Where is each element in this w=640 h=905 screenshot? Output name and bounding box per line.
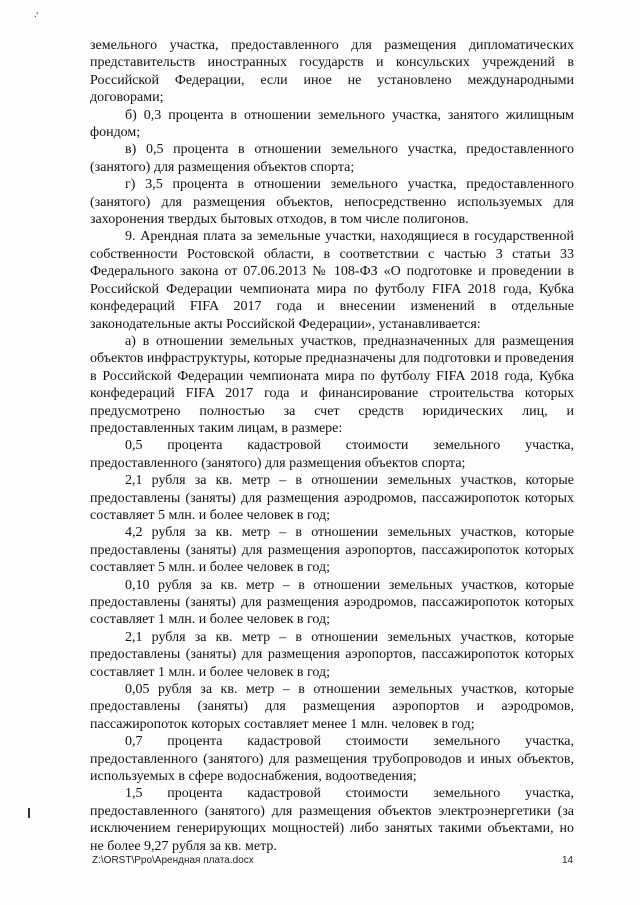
paragraph: г) 3,5 процента в отношении земельного участка, предоставленного (занятого) для размещения объектов, непосредственно используемых для захоронения твердых бытовых отходов, в том числе полигонов. [90,177,574,228]
paragraph: б) 0,3 процента в отношении земельного участка, занятого жилищным фондом; [90,107,574,141]
paragraph: земельного участка, предоставленного для размещения дипломатических представительств иностранных государств и консульских учреждений в Российской Федерации, если иное не установлено международными договорами; [90,38,574,106]
paragraph: 0,5 процента кадастровой стоимости земельного участка, предоставленного (занятого) для размещения объектов спорта; [90,438,574,471]
margin-mark [28,808,30,818]
paragraph: 0,05 рубля за кв. метр – в отношении земельных участков, которые предоставлены (заняты) для размещения аэропортов и аэродромов, пассажиропоток которых составляет менее 1 млн. человек в год; [90,682,574,732]
paragraph: а) в отношении земельных участков, предназначенных для размещения объектов инфраструктуры, которые предназначены для подготовки и проведения в Российской Федерации чемпионата мира по футболу FIFA 2018 года, Кубка конфедераций FIFA 2017 года и финансирование строительства которых предусмотрено полностью за счет средств юридических лиц, и предоставленных таким лицам, в размере: [90,333,574,436]
footer-file-path: Z:\ORST\Ppo\Арендная плата.docx [92,855,254,866]
paragraph: 0,10 рубля за кв. метр – в отношении земельных участков, которые предоставлены (заняты) для размещения аэродромов, пассажиропоток которых составляет 1 млн. и более человек в год; [90,577,574,628]
page-number: 14 [562,855,574,866]
paragraph: в) 0,5 процента в отношении земельного участка, предоставленного (занятого) для размещения объектов спорта; [90,142,574,175]
document-body [90,37,574,855]
paragraph: 1,5 процента кадастровой стоимости земельного участка, предоставленного (занятого) для размещения объектов электроэнергетики (за исключением генерирующих мощностей) либо занятых такими объектами, но не более 9,27 рубля за кв. метр. [90,786,574,854]
paragraph: 2,1 рубля за кв. метр – в отношении земельных участков, которые предоставлены (заняты) для размещения аэропортов, пассажиропоток которых составляет 1 млн. и более человек в год; [90,629,574,680]
scan-artifact-mark: ·ʼ [32,11,42,23]
paragraph: 2,1 рубля за кв. метр – в отношении земельных участков, которые предоставлены (заняты) для размещения аэродромов, пассажиропоток которых составляет 5 млн. и более человек в год; [90,473,574,523]
paragraph: 9. Арендная плата за земельные участки, находящиеся в государственной собственности Ростовской области, в соответствии с частью 3 статьи 33 Федерального закона от 07.06.2013 № 108-ФЗ «О подготовке и проведении в Российской Федерации чемпионата мира по футболу FIFA 2018 года, Кубка конфедераций FIFA 2017 года и внесении изменений в отдельные законодательные акты Российской Федерации», устанавливается: [90,229,574,332]
paragraph: 4,2 рубля за кв. метр – в отношении земельных участков, которые предоставлены (заняты) для размещения аэропортов, пассажиропоток которых составляет 5 млн. и более человек в год; [90,525,574,576]
paragraph: 0,7 процента кадастровой стоимости земельного участка, предоставленного (занятого) для размещения трубопроводов и иных объектов, используемых в сфере водоснабжения, водоотведения; [90,734,574,785]
